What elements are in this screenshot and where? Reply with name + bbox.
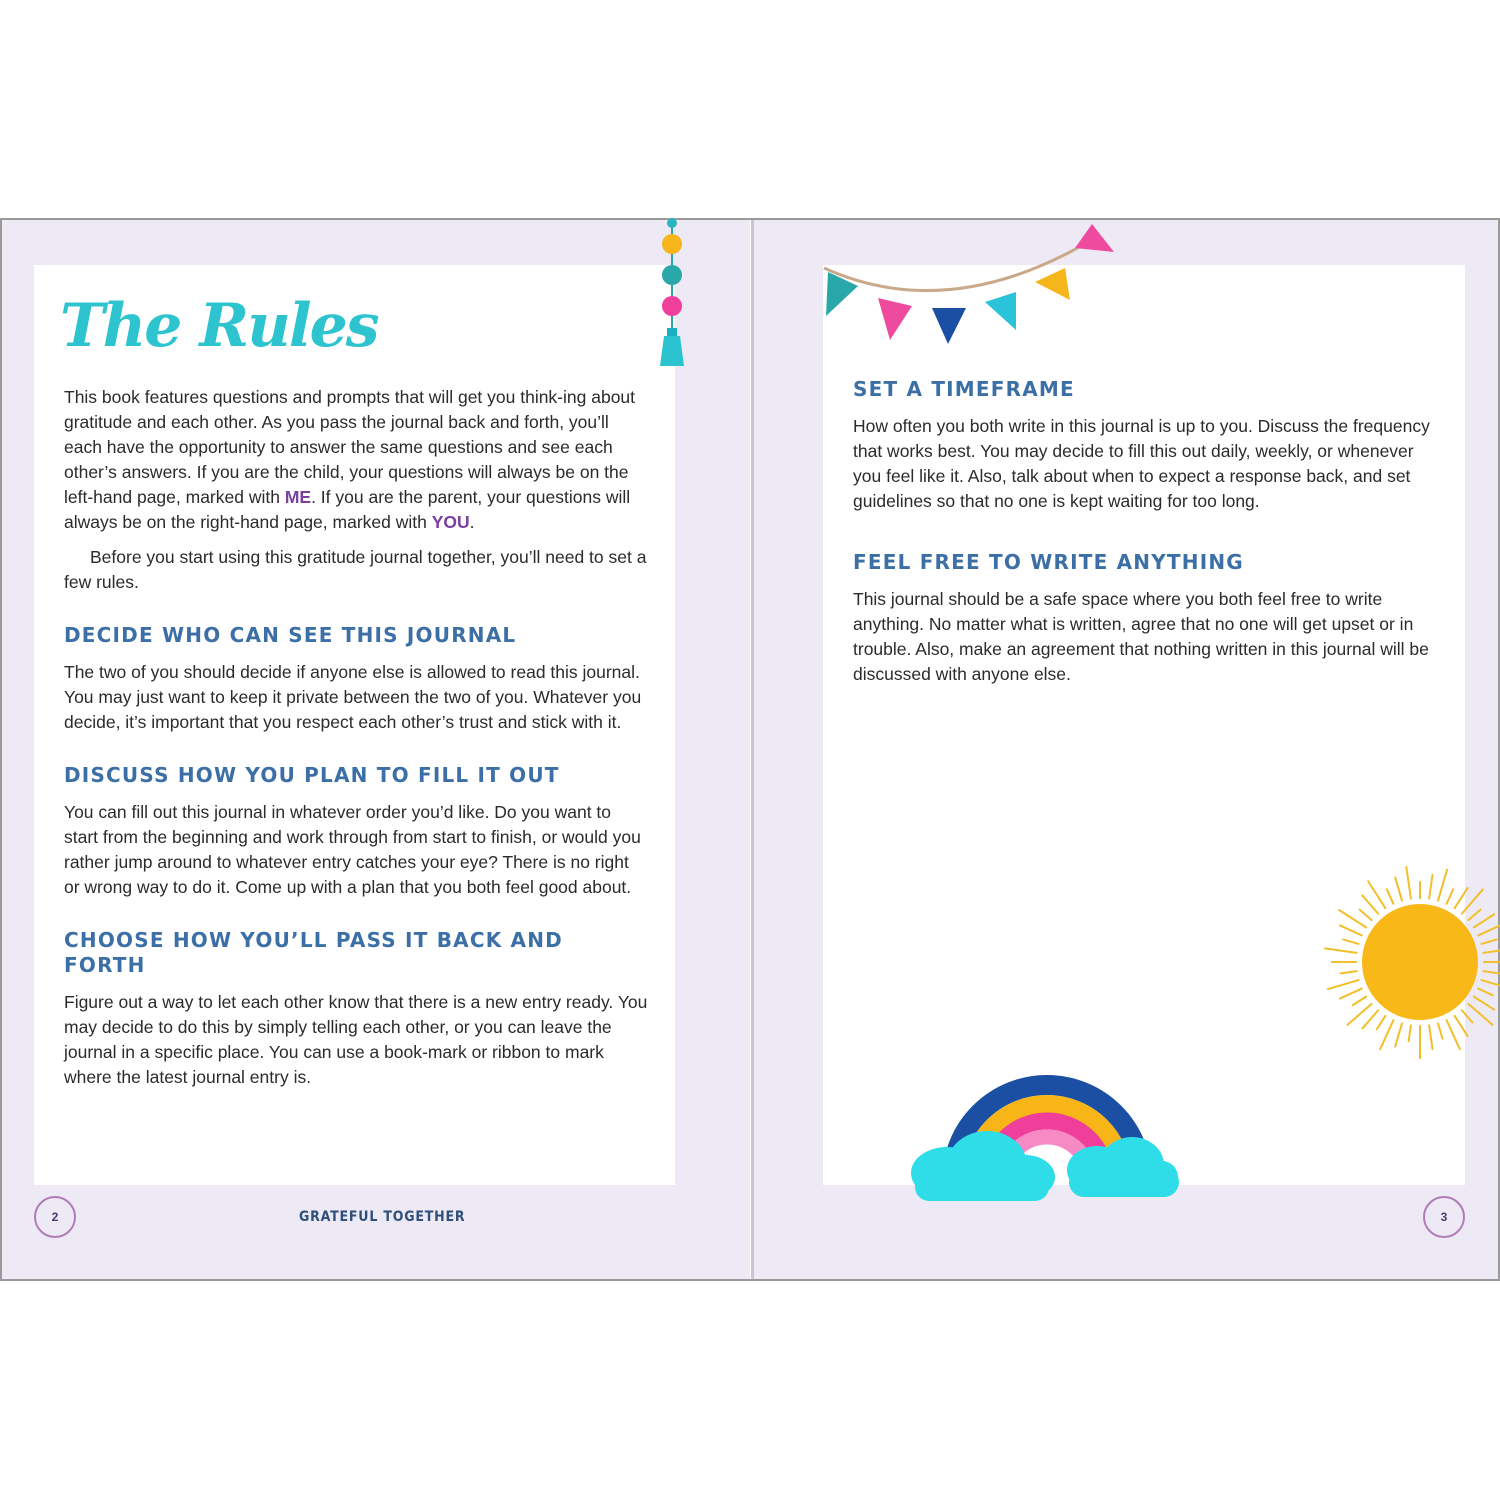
sun-ray — [1387, 889, 1394, 904]
sun-ray — [1362, 895, 1378, 913]
pompom-garland-icon — [652, 220, 692, 370]
sun-ray — [1395, 1023, 1402, 1046]
sun-ray — [1380, 1020, 1393, 1049]
intro-text-b: . If you are the parent, your questions will always be on the right-hand page, marked with — [64, 487, 631, 532]
sun-ray — [1360, 910, 1372, 920]
sun-ray — [1447, 889, 1454, 904]
sun-ray — [1406, 867, 1411, 899]
intro-paragraph-2: Before you start using this gratitude journal together, you’ll need to set a few rules. — [64, 547, 647, 592]
sun-ray — [1429, 875, 1432, 899]
section-body: The two of you should decide if anyone else is allowed to read this journal. You may just want to keep it private between the two of you. Whatever you decide, it’s important that you respect each other’s trust and stick with it. — [64, 662, 642, 732]
sun-ray — [1462, 1010, 1472, 1022]
intro-text-a: This book features questions and prompts that will get you think-ing about gratitude and each other. As you pass the journal back and forth, you’ll each have the opportunity to answer the same questions and see each other’s answers. If you are the child, your questions will always be on the left-hand page, marked with — [64, 387, 636, 507]
section-body: This journal should be a safe space where you both feel free to write anything. No matter what is written, agree that no one will get upset or in trouble. Also, make an agreement that nothing written in this journal will be discussed with anyone else. — [853, 589, 1429, 684]
page-number-left: 2 — [34, 1196, 76, 1238]
sun-ray — [1353, 997, 1366, 1006]
intro-paragraph — [64, 385, 649, 535]
right-text-column — [853, 377, 1438, 723]
sun-ray — [1478, 989, 1493, 996]
sun-ray — [1429, 1025, 1432, 1049]
me-marker: ME — [284, 487, 312, 507]
sun-ray — [1325, 948, 1357, 953]
sun-ray — [1340, 925, 1362, 935]
sun-ray — [1362, 1010, 1378, 1028]
sun-ray — [1343, 939, 1358, 944]
sun-ray — [1340, 989, 1362, 999]
left-text-column — [64, 385, 649, 1100]
sun-ray — [1478, 922, 1500, 935]
section-body: Figure out a way to let each other know that there is a new entry ready. You may decide to do this by simply telling each other, or you can leave the journal in a specific place. You can use a book-mark or ribbon to mark where the latest journal entry is. — [64, 992, 648, 1087]
sun-ray — [1447, 1020, 1460, 1049]
section-heading: DECIDE WHO CAN SEE THIS JOURNAL — [64, 623, 517, 647]
rainbow-icon — [907, 1065, 1182, 1205]
sun-ray — [1483, 949, 1500, 952]
page-number-right: 3 — [1423, 1196, 1465, 1238]
sun-ray — [1474, 997, 1494, 1010]
sun-ray — [1438, 1023, 1443, 1038]
bunting-icon — [820, 220, 1120, 350]
sun-ray — [1409, 1025, 1411, 1041]
sun-ray — [1455, 888, 1468, 908]
section-body: You can fill out this journal in whatever order you’d like. Do you want to start from the beginning and work through from start to finish, or would you rather jump around to whatever entry catches your eye? There is no right or wrong way to do it. Come up with a plan that you both feel good about. — [64, 802, 641, 897]
gutter — [750, 220, 754, 1279]
sun-ray — [1483, 971, 1500, 974]
you-marker: YOU — [431, 512, 470, 532]
sun-icon — [1318, 870, 1500, 1052]
page-title: The Rules — [60, 291, 378, 361]
left-page-panel — [34, 265, 675, 1185]
section-heading: SET A TIMEFRAME — [853, 377, 1075, 401]
sun-ray — [1341, 971, 1357, 973]
section-heading: CHOOSE HOW YOU’LL PASS IT BACK AND FORTH — [64, 928, 563, 977]
sun-ray — [1328, 980, 1359, 989]
sun-ray — [1455, 1016, 1468, 1036]
sun-ray — [1481, 939, 1496, 944]
section-heading: FEEL FREE TO WRITE ANYTHING — [853, 550, 1244, 574]
sun-ray — [1468, 910, 1480, 920]
running-title: GRATEFUL TOGETHER — [299, 1209, 466, 1225]
sun-ray — [1395, 878, 1402, 901]
sun-ray — [1481, 980, 1500, 989]
book-spread — [0, 218, 1500, 1281]
intro-text-c: . — [469, 512, 475, 532]
section-heading: DISCUSS HOW YOU PLAN TO FILL IT OUT — [64, 763, 560, 787]
section-body: How often you both write in this journal is up to you. Discuss the frequency that works best. You may decide to fill this out daily, weekly, or whenever you feel like it. Also, talk about when to expect a response back, and set guidelines so that no one is kept waiting for too long. — [853, 416, 1430, 511]
sun-ray — [1438, 870, 1447, 901]
sun-ray — [1377, 1016, 1386, 1029]
sun-ray — [1474, 914, 1494, 927]
